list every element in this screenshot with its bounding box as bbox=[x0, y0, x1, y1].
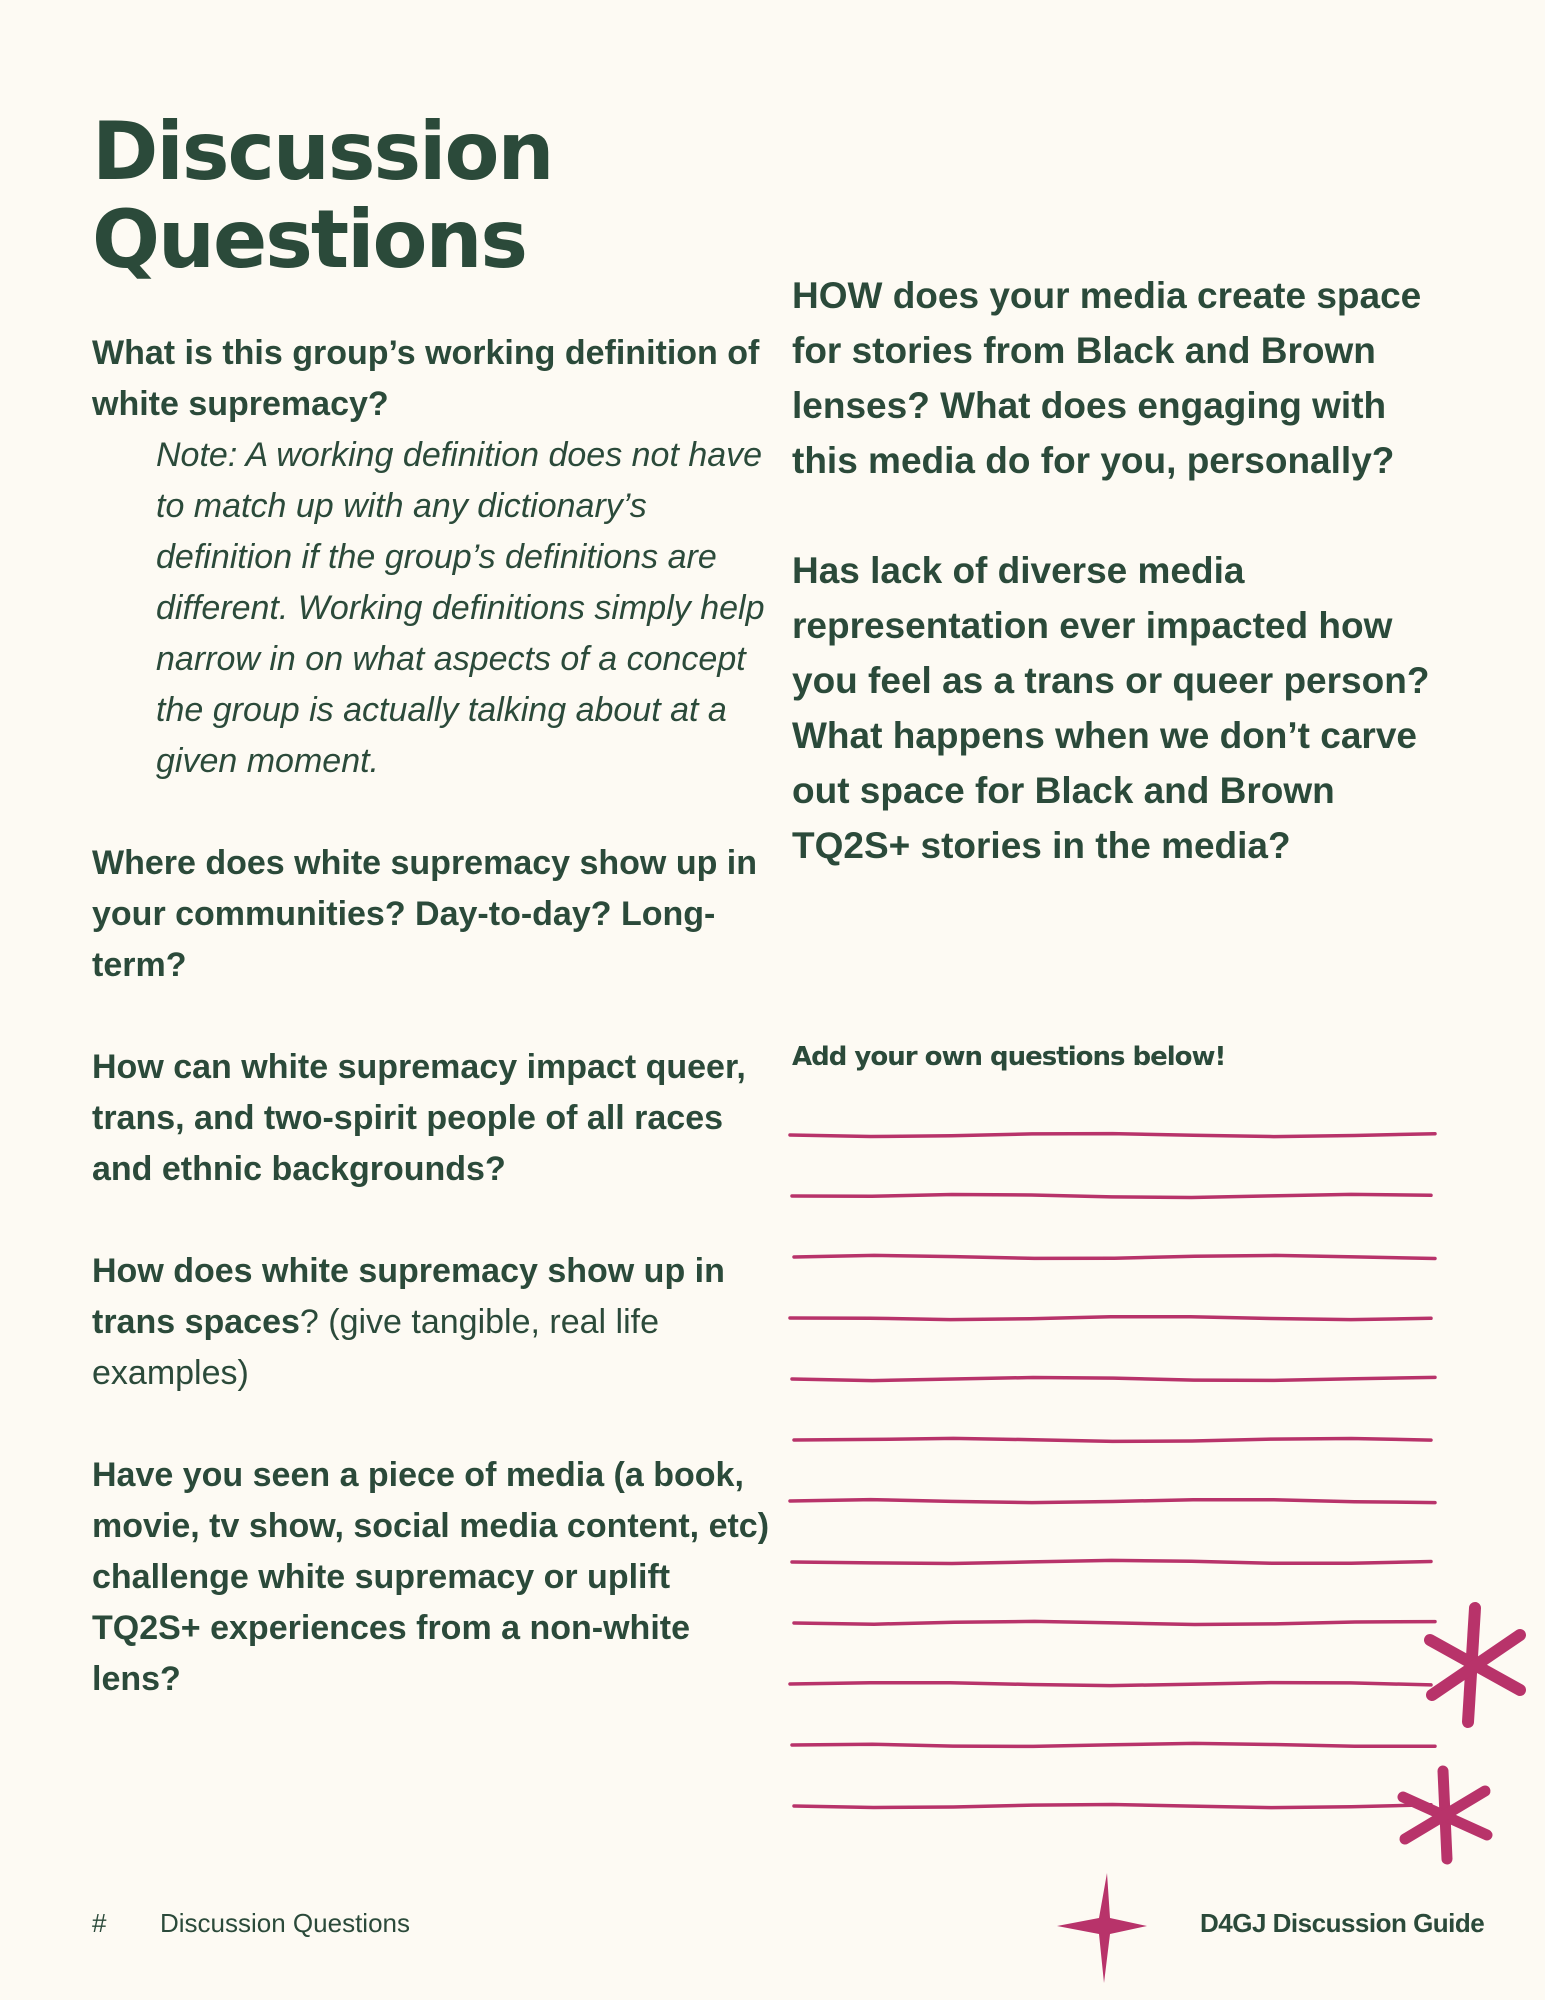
question-representation-impact: Has lack of diverse media representation ever impacted how you feel as a trans or queer person? What happens when we don’t carve out space for Black and Brown TQ2S+ stories in the media? bbox=[792, 550, 1430, 866]
asterisk-doodle-icon bbox=[1420, 1600, 1530, 1730]
page-number: # bbox=[92, 1908, 107, 1938]
asterisk-doodle-icon bbox=[1395, 1765, 1495, 1865]
write-line bbox=[790, 1683, 1431, 1686]
write-line bbox=[794, 1805, 1431, 1808]
write-line bbox=[794, 1255, 1435, 1258]
write-line bbox=[790, 1317, 1431, 1320]
write-line bbox=[790, 1134, 1435, 1137]
question-impact-on-queer-trans: How can white supremacy impact queer, trans, and two-spirit people of all races and ethnic backgrounds? bbox=[92, 1048, 746, 1188]
question-media-space: HOW does your media create space for stories from Black and Brown lenses? What does engaging with this media do for you, personally? bbox=[792, 275, 1422, 481]
write-lines bbox=[760, 1100, 1460, 1840]
page-title: Discussion Questions bbox=[92, 105, 553, 286]
sparkle-star-icon bbox=[1052, 1868, 1152, 1988]
write-line bbox=[792, 1743, 1435, 1746]
question-white-supremacy-definition: What is this group’s working definition of white supremacy? bbox=[92, 334, 760, 423]
footer-section-title: Discussion Questions bbox=[160, 1908, 410, 1938]
footer-brand: D4GJ Discussion Guide bbox=[1200, 1908, 1485, 1938]
question-trans-spaces bbox=[92, 1246, 772, 1399]
write-line bbox=[794, 1621, 1435, 1624]
write-line bbox=[790, 1500, 1435, 1503]
question-where-in-communities: Where does white supremacy show up in your communities? Day-to-day? Long-term? bbox=[92, 844, 758, 984]
write-line bbox=[792, 1377, 1435, 1380]
right-column bbox=[792, 268, 1452, 873]
definition-note: Note: A working definition does not have to match up with any dictionary’s definition if the group’s definitions are different. Working definitions simply help narrow in on what aspects of a concept the group is actually talking about at a given moment. bbox=[156, 436, 765, 780]
question-media-challenge: Have you seen a piece of media (a book, movie, tv show, social media content, etc) challenge white supremacy or uplift TQ2S+ experiences from a non-white lens? bbox=[92, 1456, 770, 1698]
write-line bbox=[794, 1438, 1431, 1441]
question-trans-spaces-bold: How does white supremacy show up in trans spaces bbox=[92, 1252, 725, 1341]
left-column bbox=[92, 328, 772, 1705]
add-questions-prompt: Add your own questions below! bbox=[792, 1042, 1226, 1072]
write-line bbox=[792, 1194, 1431, 1197]
write-line bbox=[792, 1560, 1431, 1563]
question-trans-spaces-plain: ? (give tangible, real life examples) bbox=[92, 1303, 659, 1392]
